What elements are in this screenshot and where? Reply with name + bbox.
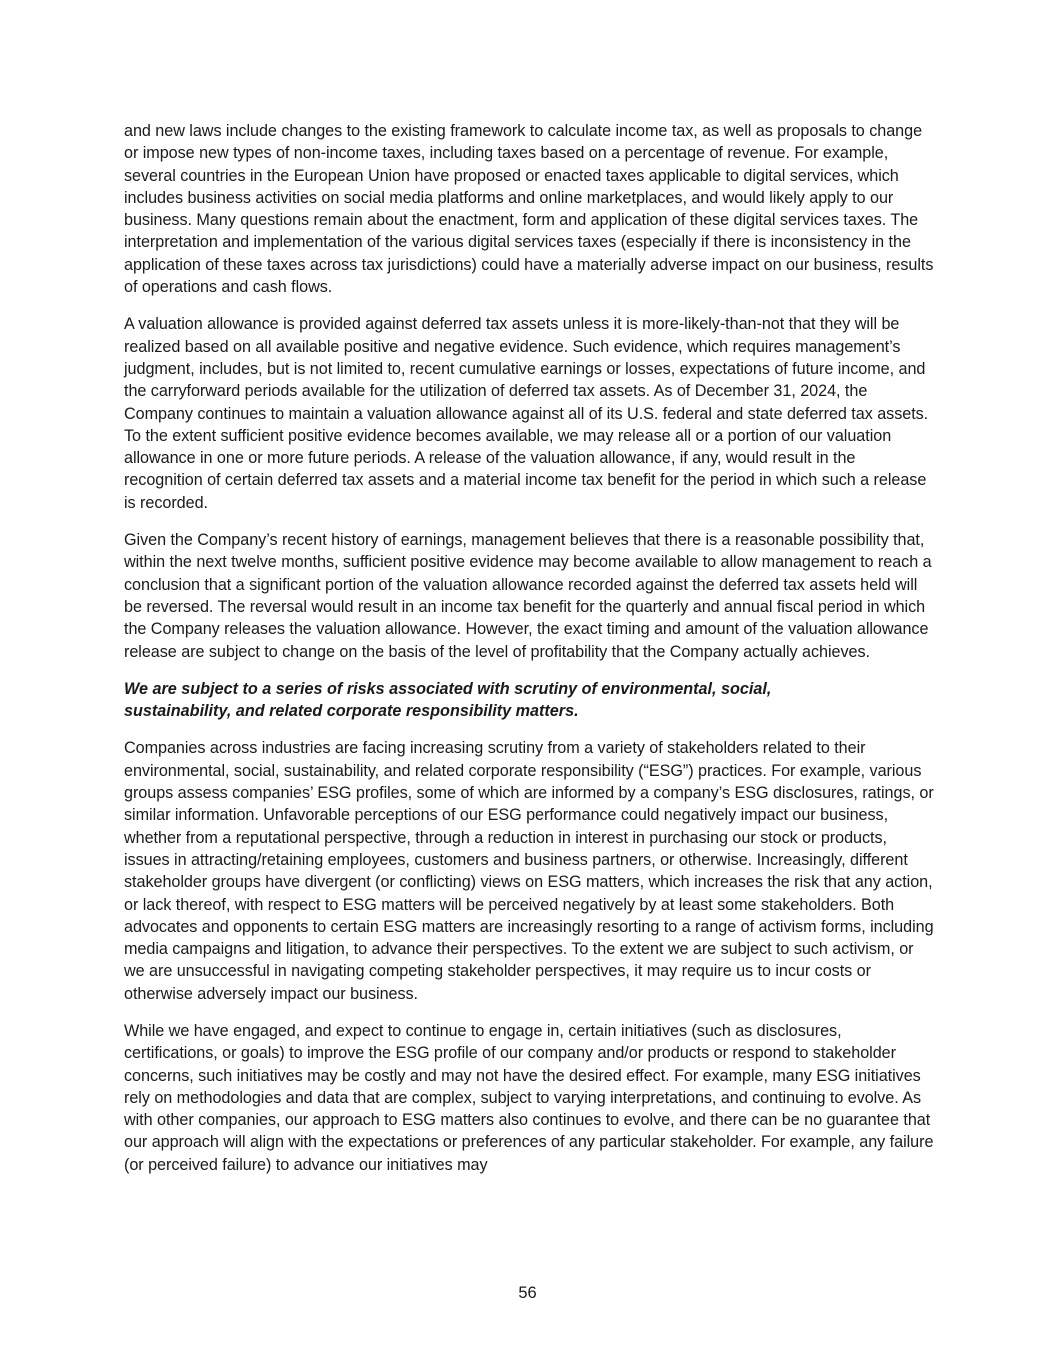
- paragraph-valuation-release: Given the Company’s recent history of earnings, management believes that there is a reasonable possibility that, within the next twelve months, sufficient positive evidence may become available to allow management to reach a conclusion that a significant portion of the valuation allowance recorded against the deferred tax assets held will be reversed. The reversal would result in an income tax benefit for the quarterly and annual fiscal period in which the Company releases the valuation allowance. However, the exact timing and amount of the valuation allowance release are subject to change on the basis of the level of profitability that the Company actually achieves.: [124, 531, 932, 661]
- risk-factor-heading: We are subject to a series of risks associated with scrutiny of environmental, social, sustainability, and related corporate responsibility matters.: [124, 679, 772, 721]
- page-number: 56: [518, 1284, 537, 1302]
- paragraph-esg-initiatives: While we have engaged, and expect to continue to engage in, certain initiatives (such as disclosures, certifications, or goals) to improve the ESG profile of our company and/or products or respond to stakeholder concerns, such initiatives may be costly and may not have the desired effect. For example, many ESG initiatives rely on methodologies and data that are complex, subject to varying interpretations, and continuing to evolve. As with other companies, our approach to ESG matters also continues to evolve, and there can be no guarantee that our approach will align with the expectations or preferences of any particular stakeholder. For example, any failure (or perceived failure) to advance our initiatives may: [124, 1021, 934, 1174]
- page-body: [124, 120, 936, 1191]
- paragraph-valuation-allowance: A valuation allowance is provided against deferred tax assets unless it is more-likely-than-not that they will be realized based on all available positive and negative evidence. Such evidence, which requires management’s judgment, includes, but is not limited to, recent cumulative earnings or losses, expectations of future income, and the carryforward periods available for the utilization of deferred tax assets. As of December 31, 2024, the Company continues to maintain a valuation allowance against all of its U.S. federal and state deferred tax assets. To the extent sufficient positive evidence becomes available, we may release all or a portion of our valuation allowance in one or more future periods. A release of the valuation allowance, if any, would result in the recognition of certain deferred tax assets and a material income tax benefit for the period in which such a release is recorded.: [124, 315, 929, 512]
- paragraph-esg-scrutiny: Companies across industries are facing increasing scrutiny from a variety of stakeholders related to their environmental, social, sustainability, and related corporate responsibility (“ESG”) practices. For example, various groups assess companies’ ESG profiles, some of which are informed by a company’s ESG disclosures, ratings, or similar information. Unfavorable perceptions of our ESG performance could negatively impact our business, whether from a reputational perspective, through a reduction in interest in purchasing our stock or products, issues in attracting/retaining employees, customers and business partners, or otherwise. Increasingly, different stakeholder groups have divergent (or conflicting) views on ESG matters, which increases the risk that any action, or lack thereof, with respect to ESG matters will be perceived negatively by at least some stakeholders. Both advocates and opponents to certain ESG matters are increasingly resorting to a range of activism forms, including media campaigns and litigation, to advance their perspectives. To the extent we are subject to such activism, or we are unsuccessful in navigating competing stakeholder perspectives, it may require us to incur costs or otherwise adversely impact our business.: [124, 739, 934, 1003]
- paragraph-tax-laws: and new laws include changes to the existing framework to calculate income tax, as well as proposals to change or impose new types of non-income taxes, including taxes based on a percentage of revenue. For example, several countries in the European Union have proposed or enacted taxes applicable to digital services, which includes business activities on social media platforms and online marketplaces, and would likely apply to our business. Many questions remain about the enactment, form and application of these digital services taxes. The interpretation and implementation of the various digital services taxes (especially if there is inconsistency in the application of these taxes across tax jurisdictions) could have a materially adverse impact on our business, results of operations and cash flows.: [124, 122, 934, 297]
